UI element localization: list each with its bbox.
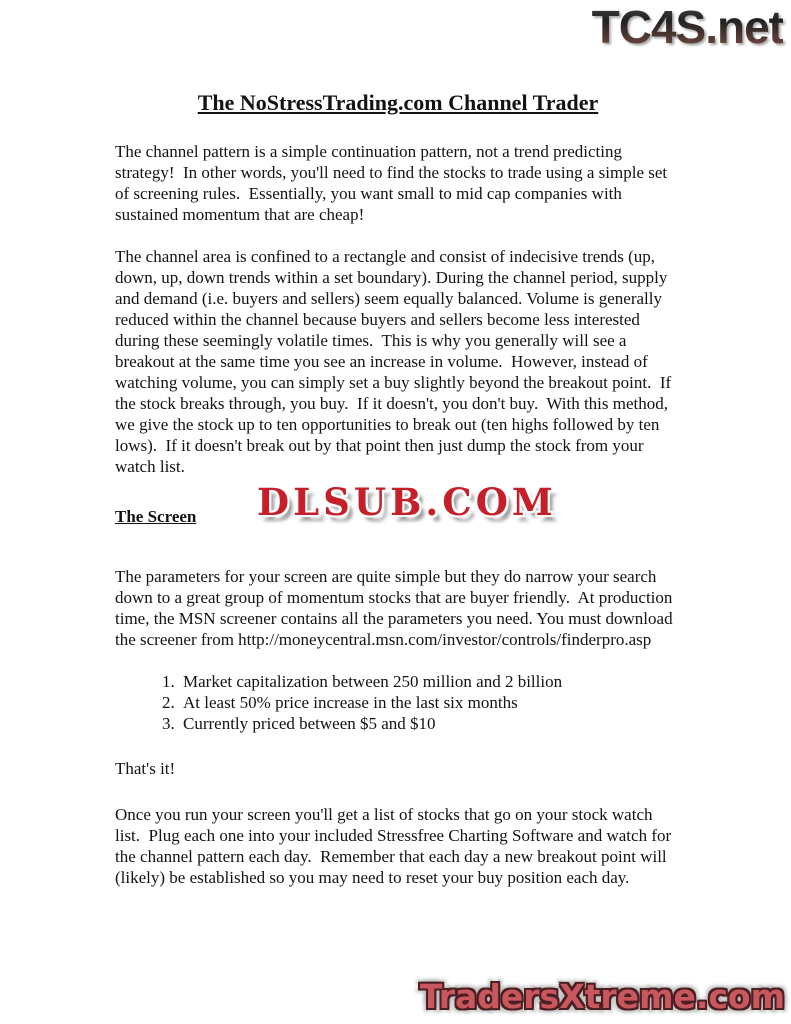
list-item: 2. At least 50% price increase in the last six months (179, 692, 681, 713)
paragraph-watch-list: Once you run your screen you'll get a list of stocks that go on your stock watch list. Plug each one into your included Stressfree Charting Software and watch for the channel pattern each day. Remember that each day a new breakout point will (likely) be established so you may need to reset your buy position each day. (115, 805, 676, 887)
paragraph-channel-area: The channel area is confined to a rectangle and consist of indecisive trends (up, down, up, down trends within a set boundary). During the channel period, supply and demand (i.e. buyers and sellers) seem equally balanced. Volume is generally reduced within the channel because buyers and sellers become less interested during these seemingly volatile times. This is why you generally will see a breakout at the same time you see an increase in volume. However, instead of watching volume, you can simply set a buy slightly beyond the breakout point. If the stock breaks through, you buy. If it doesn't, you don't buy. With this method, we give the stock up to ten opportunities to break out (ten highs followed by ten lows). If it doesn't break out by that point then just dump the stock from your watch list. (115, 247, 676, 476)
dlsub-watermark-logo: DLSUB.COM (257, 480, 557, 524)
paragraph-screen-parameters: The parameters for your screen are quite simple but they do narrow your search down to a great group of momentum stocks that are buyer friendly. At production time, the MSN screener contains all the parameters you need. You must download the screener from http://moneycentral.msn.com/investor/controls/finderpro.asp (115, 567, 677, 649)
screen-rules-list (115, 671, 681, 734)
page-title: The NoStressTrading.com Channel Trader (197, 90, 599, 115)
list-item: 3. Currently priced between $5 and $10 (179, 713, 681, 734)
tc4s-watermark-logo: TC4S.net (591, 1, 783, 53)
tradersxtreme-watermark-logo: TradersXtreme.com (419, 977, 785, 1016)
paragraph-channel-pattern: The channel pattern is a simple continuation pattern, not a trend predicting strategy! In other words, you'll need to find the stocks to trade using a simple set of screening rules. Essentially, you want small to mid cap companies with sustained momentum that are cheap! (115, 142, 672, 224)
section-heading-the-screen: The Screen (115, 507, 197, 526)
document-content (115, 0, 681, 888)
list-item: 1. Market capitalization between 250 million and 2 billion (179, 671, 681, 692)
thats-it-text: That's it! (115, 759, 176, 778)
